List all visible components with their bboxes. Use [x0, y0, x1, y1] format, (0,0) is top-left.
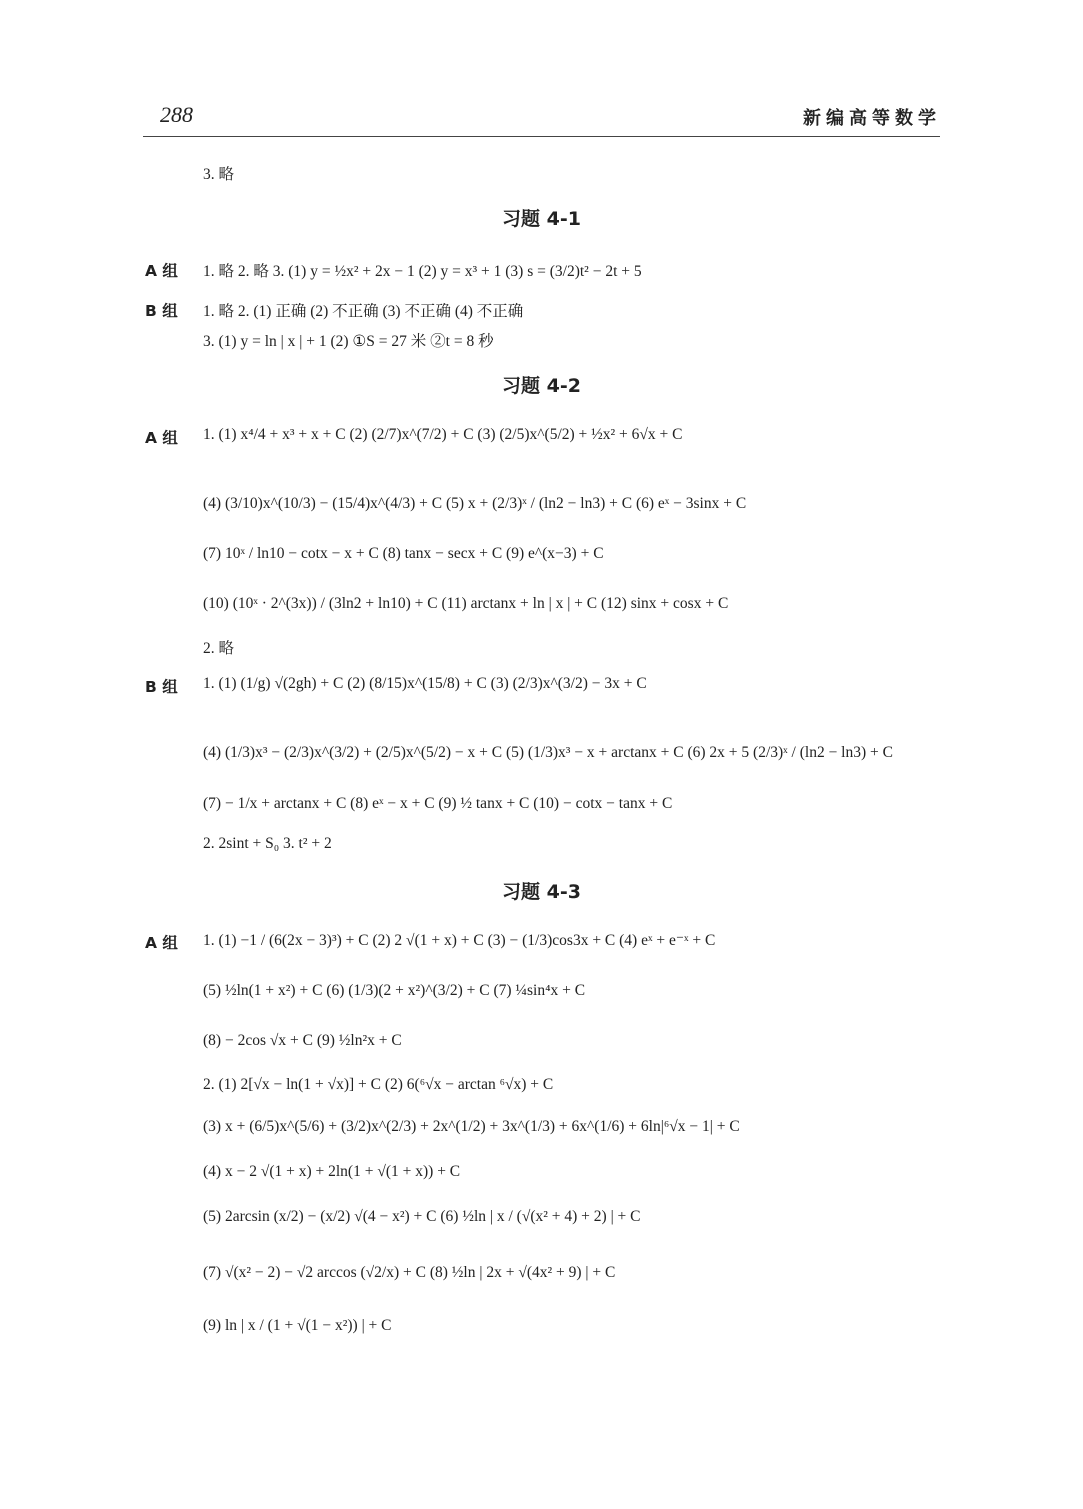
answer-line: 2. 略 [203, 640, 235, 657]
section-title-4-2: 习题 4-2 [502, 375, 581, 397]
answer-line: (5) 2arcsin (x/2) − (x/2) √(4 − x²) + C (6) ½ln | x / (√(x² + 4) + 2) | + C [203, 1208, 641, 1225]
answer-line: (7) √(x² − 2) − √2 arccos (√2/x) + C (8) ½ln | 2x + √(4x² + 9) | + C [203, 1264, 616, 1281]
answer-line: 2. 2sint + S₀ 3. t² + 2 [203, 835, 332, 852]
answer-line: (4) (1/3)x³ − (2/3)x^(3/2) + (2/5)x^(5/2) − x + C (5) (1/3)x³ − x + arctanx + C (6) 2x + 5 (2/3)ˣ / (ln2 − ln3) + C [203, 744, 893, 761]
answer-line: (4) (3/10)x^(10/3) − (15/4)x^(4/3) + C (5) x + (2/3)ˣ / (ln2 − ln3) + C (6) eˣ − 3sinx + C [203, 495, 747, 512]
answer-line: 1. 略 2. 略 3. (1) y = ½x² + 2x − 1 (2) y = x³ + 1 (3) s = (3/2)t² − 2t + 5 [203, 263, 642, 280]
answer-line: (4) x − 2 √(1 + x) + 2ln(1 + √(1 + x)) + C [203, 1163, 461, 1180]
section-title-4-3: 习题 4-3 [502, 881, 581, 903]
group-label-b-4-1: B 组 [145, 302, 178, 320]
answer-line: (7) 10ˣ / ln10 − cotx − x + C (8) tanx − secx + C (9) e^(x−3) + C [203, 545, 604, 562]
answer-line: 1. (1) −1 / (6(2x − 3)³) + C (2) 2 √(1 + x) + C (3) − (1/3)cos3x + C (4) eˣ + e⁻ˣ + C [203, 932, 716, 949]
group-label-a-4-1: A 组 [145, 262, 178, 280]
answer-line: 1. (1) x⁴/4 + x³ + x + C (2) (2/7)x^(7/2) + C (3) (2/5)x^(5/2) + ½x² + 6√x + C [203, 426, 683, 443]
answer-line: 1. (1) (1/g) √(2gh) + C (2) (8/15)x^(15/8) + C (3) (2/3)x^(3/2) − 3x + C [203, 675, 647, 692]
answer-line: (7) − 1/x + arctanx + C (8) eˣ − x + C (9) ½ tanx + C (10) − cotx − tanx + C [203, 795, 673, 812]
group-label-b-4-2: B 组 [145, 678, 178, 696]
page-number: 288 [160, 102, 193, 127]
top-note: 3. 略 [203, 166, 235, 183]
answer-line: (10) (10ˣ · 2^(3x)) / (3ln2 + ln10) + C (11) arctanx + ln | x | + C (12) sinx + cosx + C [203, 595, 729, 612]
answer-line: 2. (1) 2[√x − ln(1 + √x)] + C (2) 6(⁶√x − arctan ⁶√x) + C [203, 1076, 554, 1093]
answer-line: (5) ½ln(1 + x²) + C (6) (1/3)(2 + x²)^(3/2) + C (7) ¼sin⁴x + C [203, 982, 586, 999]
answer-line: (9) ln | x / (1 + √(1 − x²)) | + C [203, 1317, 392, 1334]
header-rule [143, 136, 940, 137]
section-title-4-1: 习题 4-1 [502, 208, 581, 230]
group-label-a-4-2: A 组 [145, 429, 178, 447]
answer-line: 3. (1) y = ln | x | + 1 (2) ①S = 27 米 ②t = 8 秒 [203, 333, 494, 350]
answer-line: 1. 略 2. (1) 正确 (2) 不正确 (3) 不正确 (4) 不正确 [203, 303, 524, 320]
group-label-a-4-3: A 组 [145, 934, 178, 952]
answer-line: (3) x + (6/5)x^(5/6) + (3/2)x^(2/3) + 2x^(1/2) + 3x^(1/3) + 6x^(1/6) + 6ln|⁶√x − 1| + C [203, 1118, 740, 1135]
answer-line: (8) − 2cos √x + C (9) ½ln²x + C [203, 1032, 402, 1049]
book-title: 新编高等数学 [803, 108, 941, 129]
